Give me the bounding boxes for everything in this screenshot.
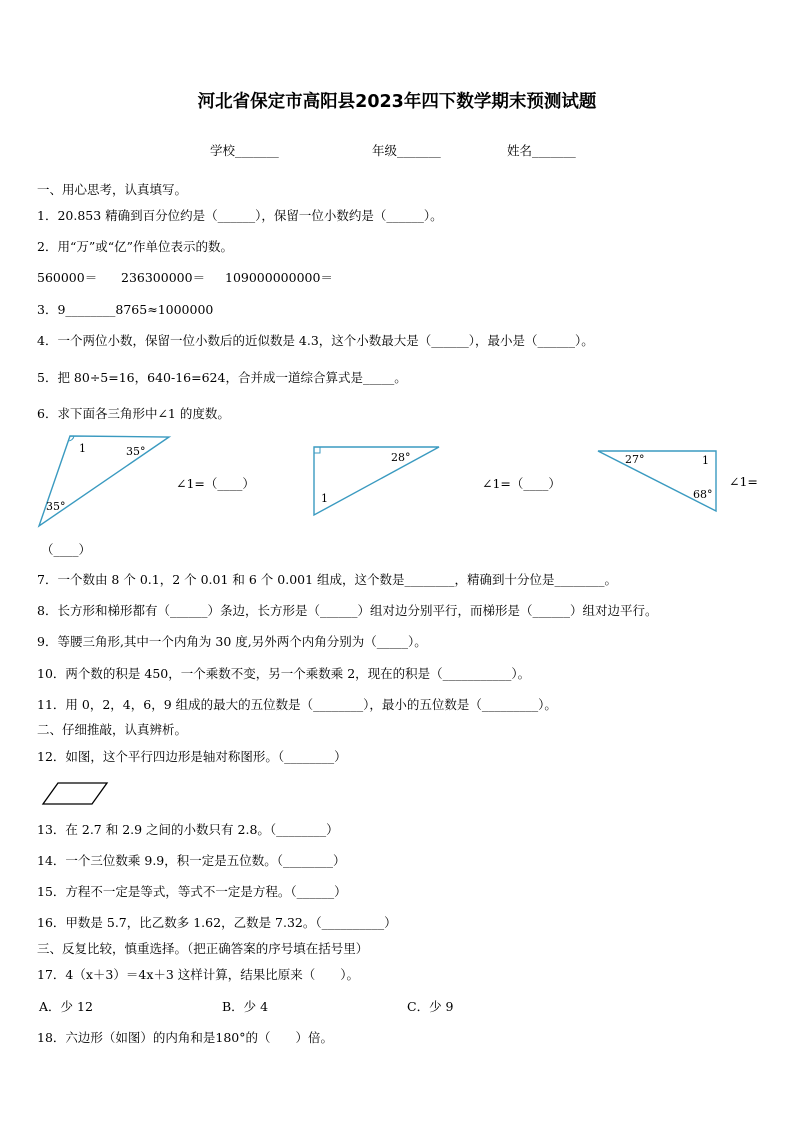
question-2: 2．用“万”或“亿”作单位表示的数。: [37, 239, 234, 254]
triangle-3-shape: [598, 451, 716, 511]
question-15: 15．方程不一定是等式，等式不一定是方程。（______）: [37, 884, 347, 899]
triangle-figure-1: [30, 430, 180, 530]
triangle-1-label-1: 1: [79, 442, 86, 455]
triangle-3-label-27: 27°: [625, 453, 645, 466]
question-12: 12．如图，这个平行四边形是轴对称图形。（________）: [37, 749, 347, 764]
triangle-3-label-1: 1: [702, 454, 709, 467]
triangle-figure-3: [590, 445, 730, 520]
question-16: 16．甲数是 5.7，比乙数多 1.62，乙数是 7.32。（__________）: [37, 915, 397, 930]
question-11: 11．用 0，2，4，6，9 组成的最大的五位数是（________），最小的五位数是（_________）。: [37, 697, 557, 712]
section-heading-2: 二、仔细推敲，认真辨析。: [37, 722, 188, 737]
question-10: 10．两个数的积是 450，一个乘数不变，另一个乘数乘 2，现在的积是（___________）。: [37, 666, 531, 681]
name-field: 姓名_______: [507, 143, 576, 158]
question-1: 1．20.853 精确到百分位约是（______），保留一位小数约是（______）。: [37, 208, 443, 223]
triangle-2-shape: [314, 447, 439, 515]
grade-field: 年级_______: [372, 143, 441, 158]
triangle-3-label-68: 68°: [693, 488, 713, 501]
question-14: 14．一个三位数乘 9.9，积一定是五位数。（________）: [37, 853, 346, 868]
right-angle-mark: [314, 447, 320, 453]
question-4: 4．一个两位小数，保留一位小数后的近似数是 4.3，这个小数最大是（______），最小是（______）。: [37, 333, 594, 348]
question-2-item-2: 236300000＝: [121, 270, 206, 285]
question-5: 5．把 80÷5=16，640-16=624，合并成一道综合算式是_____。: [37, 370, 407, 385]
triangle-3-answer-start: ∠1=: [729, 474, 758, 489]
page-title: 河北省保定市高阳县2023年四下数学期末预测试题: [197, 92, 597, 112]
section-heading-3: 三、反复比较，慎重选择。（把正确答案的序号填在括号里）: [37, 941, 369, 956]
parallelogram-shape: [43, 783, 107, 804]
section-heading-1: 一、用心思考，认真填写。: [37, 182, 188, 197]
question-17: 17．4（x＋3）＝4x＋3 这样计算，结果比原来（ ）。: [37, 967, 360, 982]
triangle-1-label-2: 35°: [126, 445, 146, 458]
question-2-item-1: 560000＝: [37, 270, 98, 285]
question-6: 6．求下面各三角形中∠1 的度数。: [37, 406, 230, 421]
question-17-option-c: C．少 9: [407, 999, 454, 1014]
question-2-item-3: 109000000000＝: [225, 270, 333, 285]
triangle-figure-2: [305, 440, 445, 520]
parallelogram-figure: [40, 780, 112, 808]
question-17-option-b: B．少 4: [222, 999, 269, 1014]
question-3: 3．9________8765≈1000000: [37, 302, 214, 317]
school-field: 学校_______: [210, 143, 279, 158]
question-9: 9．等腰三角形,其中一个内角为 30 度,另外两个内角分别为（_____）。: [37, 634, 427, 649]
triangle-1-label-3: 35°: [46, 500, 66, 513]
question-17-option-a: A．少 12: [39, 999, 93, 1014]
question-8: 8．长方形和梯形都有（______）条边，长方形是（______）组对边分别平行，而梯形是（______）组对边平行。: [37, 603, 658, 618]
triangle-1-answer: ∠1=（____）: [176, 476, 255, 491]
question-18: 18．六边形（如图）的内角和是180°的（ ）倍。: [37, 1030, 334, 1045]
triangle-2-label-28: 28°: [391, 451, 411, 464]
question-13: 13．在 2.7 和 2.9 之间的小数只有 2.8。（________）: [37, 822, 339, 837]
triangle-2-label-1: 1: [321, 492, 328, 505]
triangle-3-answer-end: （____）: [41, 542, 92, 557]
question-7: 7．一个数由 8 个 0.1，2 个 0.01 和 6 个 0.001 组成，这个数是________，精确到十分位是________。: [37, 572, 618, 587]
triangle-2-answer: ∠1=（____）: [482, 476, 561, 491]
